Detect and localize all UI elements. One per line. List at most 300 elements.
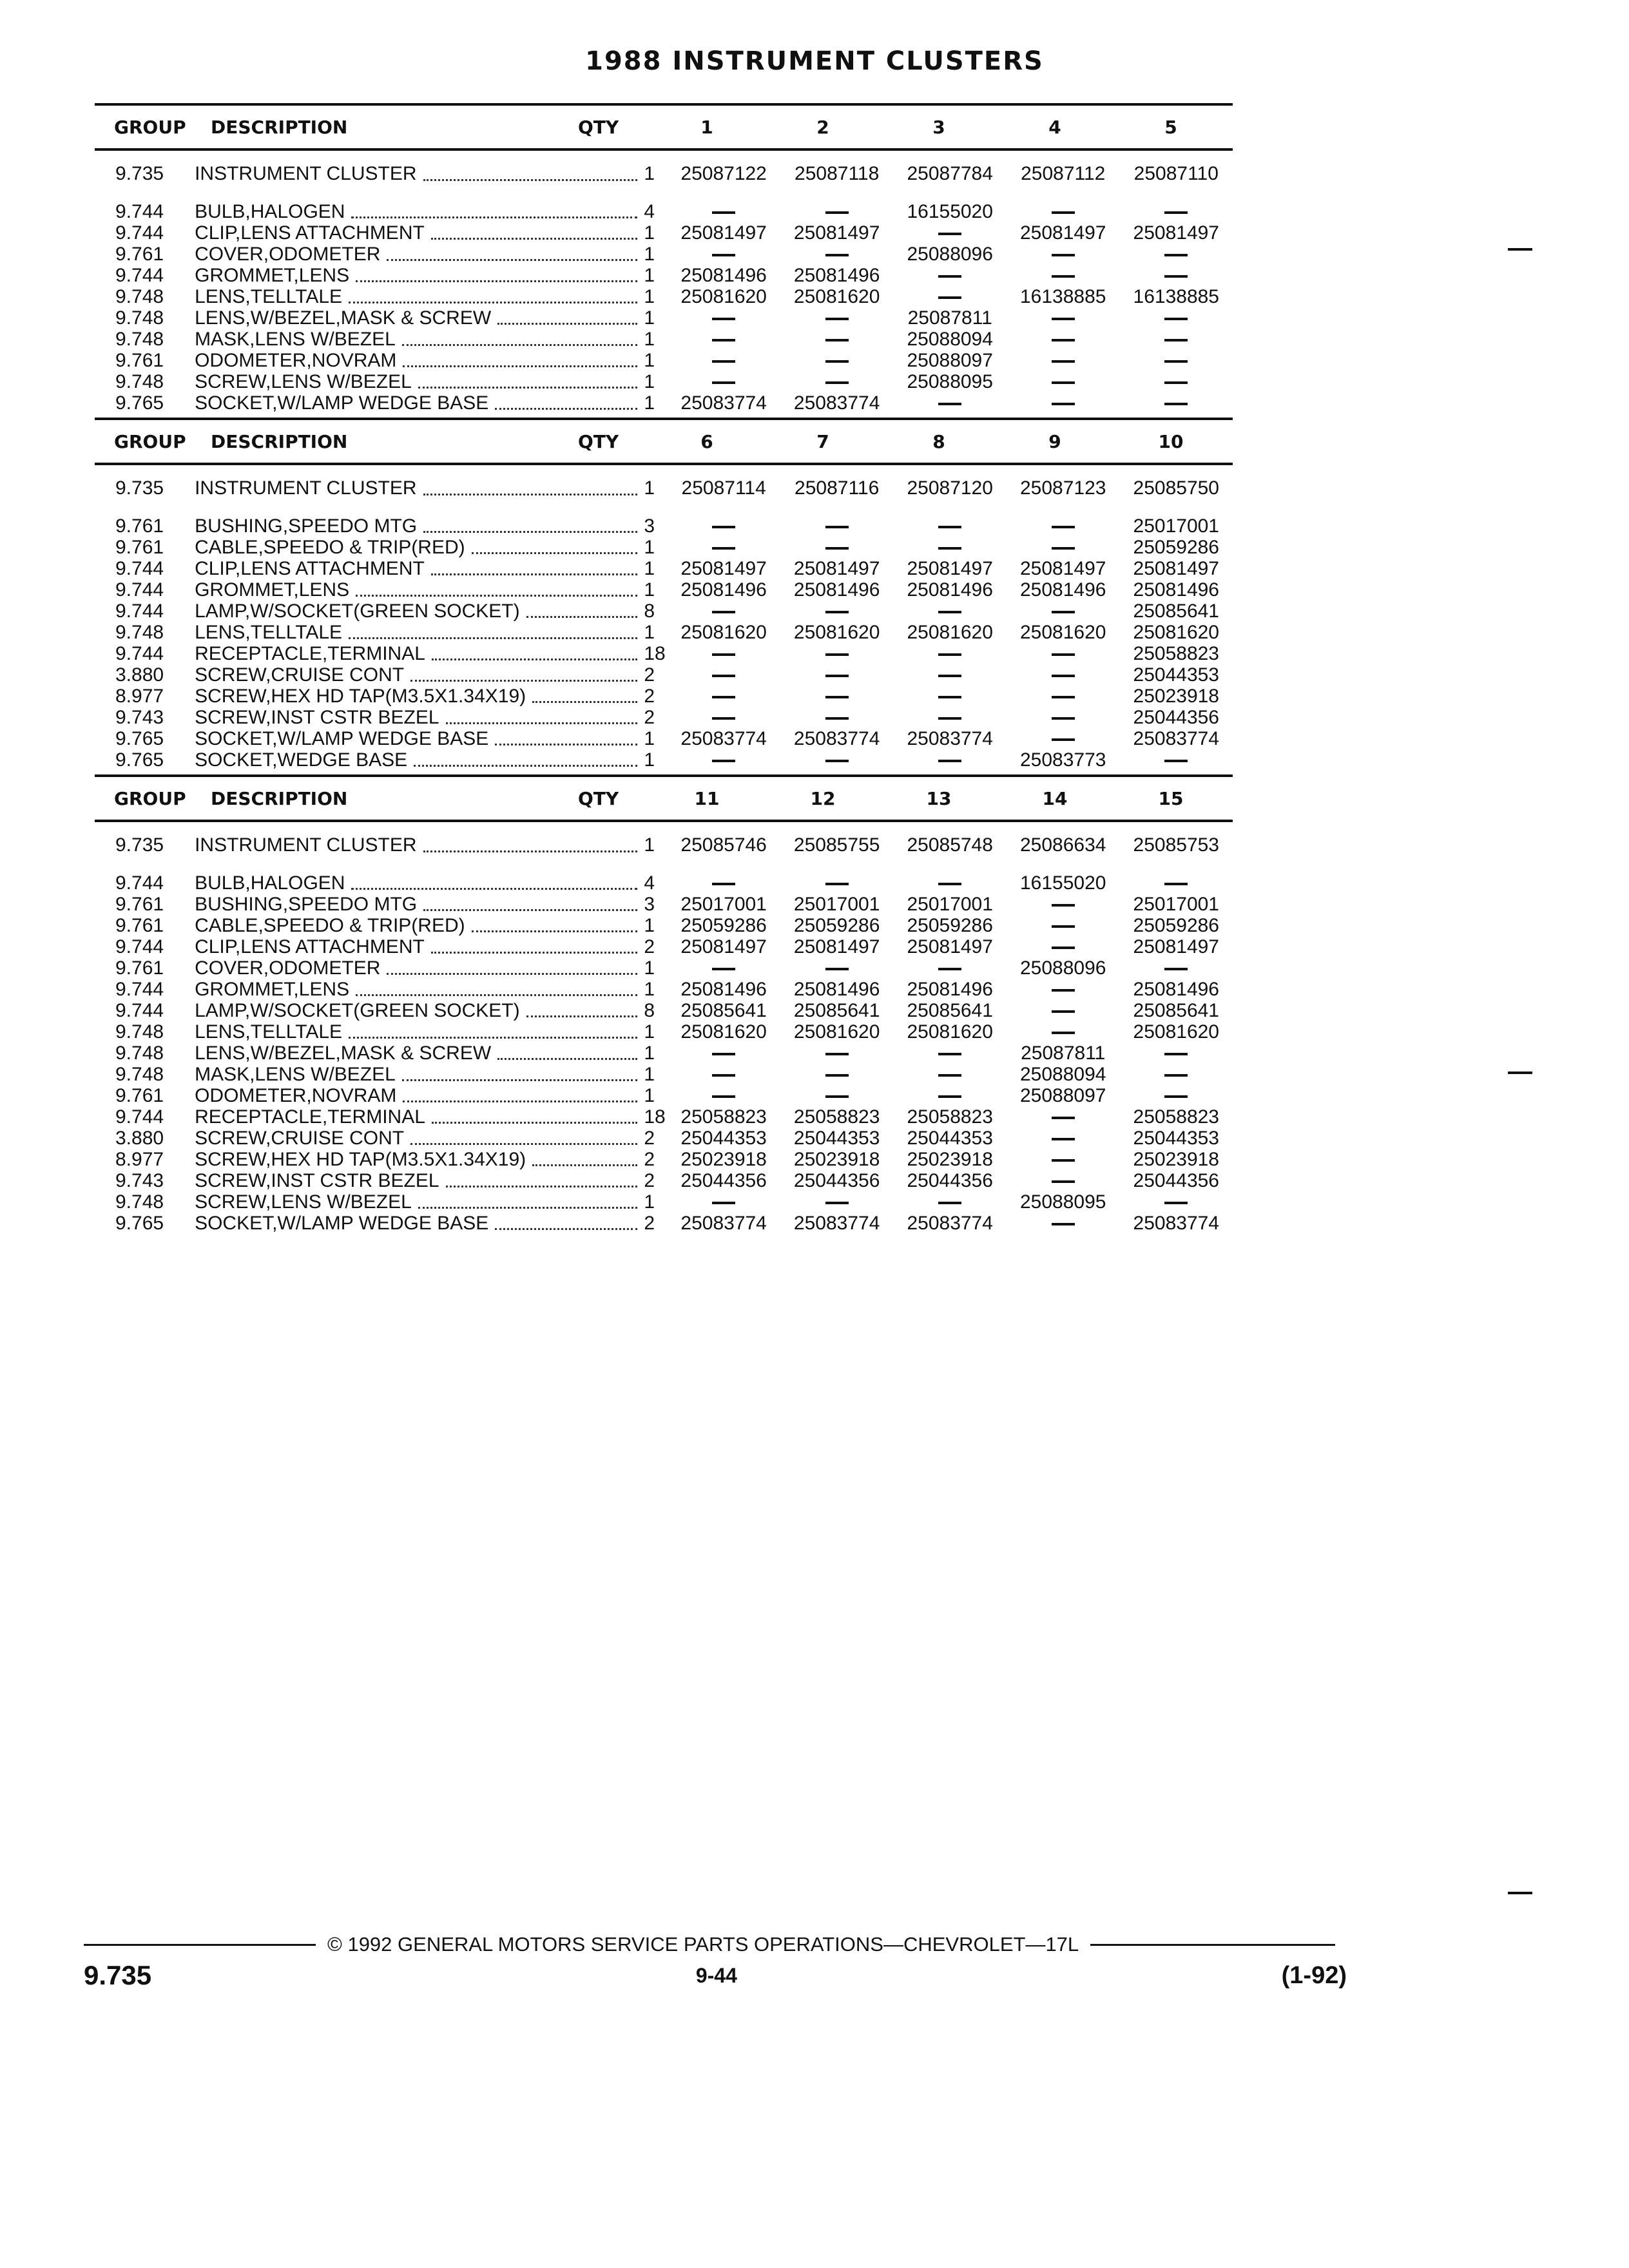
group-code: 9.748 xyxy=(115,1021,164,1043)
dot-leader xyxy=(532,689,637,703)
footer-revision: (1-92) xyxy=(1281,1961,1347,1989)
not-applicable-dash xyxy=(1120,350,1233,372)
group-code: 9.761 xyxy=(115,914,164,936)
header-description: DESCRIPTION xyxy=(211,116,348,138)
part-number: 25044353 xyxy=(907,1127,993,1149)
part-number: 25081497 xyxy=(680,557,767,579)
dash-mark xyxy=(938,526,961,528)
part-qty: 1 xyxy=(644,579,655,601)
dash-mark xyxy=(1164,403,1188,405)
not-applicable-dash xyxy=(893,222,1007,244)
dot-leader xyxy=(410,668,637,682)
part-qty: 1 xyxy=(644,621,655,643)
dot-leader xyxy=(472,919,638,932)
part-number: 25017001 xyxy=(793,893,880,915)
description-cell xyxy=(189,1149,667,1171)
dash-mark xyxy=(1164,1095,1188,1098)
dash-mark xyxy=(938,717,961,720)
not-applicable-dash xyxy=(1007,371,1120,393)
part-number: 16155020 xyxy=(907,200,993,222)
not-applicable-dash xyxy=(1120,872,1233,894)
part-number: 25059286 xyxy=(907,914,993,936)
footer-rule-left xyxy=(84,1944,316,1946)
table-row xyxy=(95,643,1233,664)
dash-mark xyxy=(1052,403,1075,405)
group-code: 9.765 xyxy=(115,749,164,771)
not-applicable-dash xyxy=(667,244,780,265)
part-number: 25088097 xyxy=(1019,1084,1106,1106)
part-number: 25081620 xyxy=(793,621,880,643)
not-applicable-dash xyxy=(893,1043,1007,1064)
table-row xyxy=(95,201,1233,222)
part-description: INSTRUMENT CLUSTER xyxy=(195,163,417,184)
header-column-number: 13 xyxy=(926,787,952,809)
part-number: 25081620 xyxy=(680,285,767,307)
not-applicable-dash xyxy=(667,957,780,979)
dash-mark xyxy=(712,1074,735,1077)
group-code: 9.744 xyxy=(115,222,164,244)
description-cell xyxy=(189,1128,667,1149)
group-code: 9.744 xyxy=(115,936,164,957)
part-qty: 1 xyxy=(644,243,655,265)
part-qty: 2 xyxy=(644,664,655,686)
group-code: 9.761 xyxy=(115,536,164,558)
dash-mark xyxy=(1052,1010,1075,1013)
not-applicable-dash xyxy=(1120,371,1233,393)
group-code: 9.744 xyxy=(115,600,164,622)
table-row xyxy=(95,474,1233,503)
description-cell xyxy=(189,1191,667,1213)
not-applicable-dash xyxy=(893,515,1007,537)
margin-mark xyxy=(1508,248,1532,251)
not-applicable-dash xyxy=(893,1064,1007,1086)
part-qty: 1 xyxy=(644,370,655,392)
part-number: 25087123 xyxy=(1019,477,1106,499)
part-number: 25085753 xyxy=(1133,834,1219,856)
dash-mark xyxy=(1052,526,1075,528)
part-qty: 1 xyxy=(644,163,655,184)
not-applicable-dash xyxy=(780,537,894,559)
description-cell xyxy=(189,163,667,185)
part-number: 25081497 xyxy=(1133,557,1219,579)
dot-leader xyxy=(351,876,637,890)
description-cell xyxy=(189,201,667,223)
table-row xyxy=(95,1000,1233,1021)
part-qty: 1 xyxy=(644,1084,655,1106)
table-row xyxy=(95,286,1233,307)
part-description: SCREW,HEX HD TAP(M3.5X1.34X19) xyxy=(195,1148,526,1170)
dash-mark xyxy=(1052,1138,1075,1140)
dot-leader xyxy=(446,711,638,724)
not-applicable-dash xyxy=(1120,329,1233,351)
part-qty: 1 xyxy=(644,727,655,749)
part-number: 25081620 xyxy=(1019,621,1106,643)
dot-leader xyxy=(418,1195,638,1209)
description-cell xyxy=(189,957,667,979)
dash-mark xyxy=(1164,339,1188,341)
part-number: 25081620 xyxy=(793,285,880,307)
group-code: 9.744 xyxy=(115,557,164,579)
part-number: 25083774 xyxy=(680,727,767,749)
dash-mark xyxy=(712,211,735,214)
part-number: 25083774 xyxy=(793,1212,880,1234)
table-row xyxy=(95,686,1233,707)
not-applicable-dash xyxy=(893,392,1007,414)
dash-mark xyxy=(712,968,735,970)
part-number: 25058823 xyxy=(907,1106,993,1128)
group-code: 9.748 xyxy=(115,285,164,307)
dash-mark xyxy=(1052,381,1075,384)
table-row xyxy=(95,707,1233,728)
part-number: 25087118 xyxy=(795,163,880,184)
dash-mark xyxy=(1164,381,1188,384)
table-row xyxy=(95,329,1233,350)
part-description: GROMMET,LENS xyxy=(195,264,350,286)
dot-leader xyxy=(446,1174,638,1187)
section-body xyxy=(95,151,1233,418)
part-description: CLIP,LENS ATTACHMENT xyxy=(195,936,425,957)
description-cell xyxy=(189,515,667,537)
table-row xyxy=(95,915,1233,936)
part-number: 25088095 xyxy=(907,370,993,392)
dot-leader xyxy=(423,482,638,495)
part-number: 25087116 xyxy=(795,477,880,499)
dash-mark xyxy=(1052,925,1075,928)
page-title: 1988 INSTRUMENT CLUSTERS xyxy=(585,46,1044,76)
part-number: 25081497 xyxy=(907,936,993,957)
dash-mark xyxy=(825,968,849,970)
part-number: 25081620 xyxy=(680,1021,767,1043)
not-applicable-dash xyxy=(780,707,894,729)
table-row xyxy=(95,350,1233,371)
part-qty: 1 xyxy=(644,1021,655,1043)
part-number: 25088096 xyxy=(1019,957,1106,979)
group-code: 9.761 xyxy=(115,957,164,979)
dot-leader xyxy=(387,961,637,975)
not-applicable-dash xyxy=(893,664,1007,686)
not-applicable-dash xyxy=(1120,307,1233,329)
table-row xyxy=(95,957,1233,979)
not-applicable-dash xyxy=(780,371,894,393)
dash-mark xyxy=(1052,1159,1075,1162)
not-applicable-dash xyxy=(1007,1021,1120,1043)
part-qty: 2 xyxy=(644,936,655,957)
description-cell xyxy=(189,244,667,265)
not-applicable-dash xyxy=(1120,244,1233,265)
dash-mark xyxy=(712,360,735,363)
description-cell xyxy=(189,1213,667,1235)
not-applicable-dash xyxy=(667,201,780,223)
dash-mark xyxy=(1164,883,1188,885)
not-applicable-dash xyxy=(780,329,894,351)
not-applicable-dash xyxy=(1120,1043,1233,1064)
group-code: 9.748 xyxy=(115,1042,164,1064)
group-code: 9.765 xyxy=(115,1212,164,1234)
not-applicable-dash xyxy=(893,265,1007,287)
description-cell xyxy=(189,392,667,414)
description-cell xyxy=(189,915,667,937)
group-code: 9.748 xyxy=(115,370,164,392)
dot-leader xyxy=(403,1089,637,1102)
part-qty: 2 xyxy=(644,685,655,707)
table-row xyxy=(95,749,1233,771)
description-cell xyxy=(189,1085,667,1107)
description-cell xyxy=(189,686,667,707)
part-qty: 4 xyxy=(644,200,655,222)
not-applicable-dash xyxy=(780,749,894,771)
group-code: 8.977 xyxy=(115,685,164,707)
part-description: BULB,HALOGEN xyxy=(195,200,345,222)
part-number: 25058823 xyxy=(1133,1106,1219,1128)
dash-mark xyxy=(1052,653,1075,656)
not-applicable-dash xyxy=(667,664,780,686)
table-row xyxy=(95,1213,1233,1234)
not-applicable-dash xyxy=(1120,265,1233,287)
header-column-number: 12 xyxy=(810,787,836,809)
part-qty: 8 xyxy=(644,600,655,622)
description-cell xyxy=(189,1106,667,1128)
part-qty: 2 xyxy=(644,1148,655,1170)
part-qty: 2 xyxy=(644,1212,655,1234)
dash-mark xyxy=(938,760,961,762)
dot-leader xyxy=(431,226,638,240)
not-applicable-dash xyxy=(893,286,1007,308)
not-applicable-dash xyxy=(1007,1170,1120,1192)
part-number: 25085746 xyxy=(680,834,767,856)
not-applicable-dash xyxy=(780,201,894,223)
part-description: LENS,TELLTALE xyxy=(195,621,343,643)
dot-leader xyxy=(356,983,637,996)
dot-leader xyxy=(410,1131,637,1145)
header-column-number: 14 xyxy=(1042,787,1068,809)
dash-mark xyxy=(712,318,735,320)
not-applicable-dash xyxy=(780,515,894,537)
part-description: SOCKET,WEDGE BASE xyxy=(195,749,408,771)
not-applicable-dash xyxy=(667,350,780,372)
dot-leader xyxy=(402,332,638,346)
not-applicable-dash xyxy=(667,872,780,894)
part-number: 25081497 xyxy=(1133,936,1219,957)
dash-mark xyxy=(712,717,735,720)
description-cell xyxy=(189,537,667,559)
part-number: 25081497 xyxy=(793,222,880,244)
not-applicable-dash xyxy=(1007,643,1120,665)
not-applicable-dash xyxy=(780,244,894,265)
not-applicable-dash xyxy=(667,537,780,559)
group-code: 9.761 xyxy=(115,893,164,915)
part-description: GROMMET,LENS xyxy=(195,978,350,1000)
part-number: 25083774 xyxy=(793,727,880,749)
dash-mark xyxy=(712,883,735,885)
table-row xyxy=(95,222,1233,244)
dash-mark xyxy=(825,526,849,528)
not-applicable-dash xyxy=(1120,749,1233,771)
part-number: 25087784 xyxy=(907,163,993,184)
not-applicable-dash xyxy=(893,1085,1007,1107)
part-number: 25081620 xyxy=(907,621,993,643)
dash-mark xyxy=(825,360,849,363)
dash-mark xyxy=(1052,675,1075,677)
dash-mark xyxy=(1164,1074,1188,1077)
not-applicable-dash xyxy=(780,1064,894,1086)
part-number: 25081497 xyxy=(793,557,880,579)
part-number: 25088097 xyxy=(907,349,993,371)
not-applicable-dash xyxy=(893,643,1007,665)
group-code: 9.761 xyxy=(115,349,164,371)
header-column-number: 8 xyxy=(932,430,945,452)
dash-mark xyxy=(825,1095,849,1098)
not-applicable-dash xyxy=(780,686,894,707)
dot-leader xyxy=(495,396,637,410)
copyright-text: © 1992 GENERAL MOTORS SERVICE PARTS OPERATIONS—CHEVROLET—17L xyxy=(327,1933,1079,1956)
part-number: 25044356 xyxy=(1133,706,1219,728)
dash-mark xyxy=(1052,275,1075,278)
part-number: 25081496 xyxy=(793,264,880,286)
not-applicable-dash xyxy=(780,664,894,686)
part-description: SCREW,HEX HD TAP(M3.5X1.34X19) xyxy=(195,685,526,707)
not-applicable-dash xyxy=(1007,936,1120,958)
not-applicable-dash xyxy=(1120,957,1233,979)
header-qty: QTY xyxy=(578,430,619,452)
table-row xyxy=(95,1021,1233,1043)
group-code: 9.744 xyxy=(115,978,164,1000)
part-number: 25087112 xyxy=(1021,163,1106,184)
part-qty: 1 xyxy=(644,264,655,286)
part-description: SOCKET,W/LAMP WEDGE BASE xyxy=(195,727,489,749)
part-qty: 1 xyxy=(644,1191,655,1213)
part-number: 25023918 xyxy=(680,1148,767,1170)
table-row xyxy=(95,579,1233,601)
dot-leader xyxy=(414,753,637,767)
not-applicable-dash xyxy=(1120,1064,1233,1086)
dot-leader xyxy=(432,647,637,660)
part-number: 25058823 xyxy=(793,1106,880,1128)
group-code: 9.744 xyxy=(115,872,164,894)
not-applicable-dash xyxy=(1007,1213,1120,1235)
part-qty: 2 xyxy=(644,1169,655,1191)
not-applicable-dash xyxy=(780,643,894,665)
part-number: 25023918 xyxy=(1133,1148,1219,1170)
header-column-number: 10 xyxy=(1158,430,1184,452)
part-number: 25081496 xyxy=(680,579,767,601)
part-number: 25081620 xyxy=(1133,621,1219,643)
group-code: 3.880 xyxy=(115,1127,164,1149)
description-cell xyxy=(189,1064,667,1086)
description-cell xyxy=(189,707,667,729)
dash-mark xyxy=(938,968,961,970)
table-row xyxy=(95,1128,1233,1149)
header-column-number: 2 xyxy=(816,116,829,138)
dot-leader xyxy=(497,1046,637,1060)
header-description: DESCRIPTION xyxy=(211,430,348,452)
description-cell xyxy=(189,579,667,601)
description-cell xyxy=(189,834,667,856)
table-row xyxy=(95,622,1233,643)
part-number: 25081497 xyxy=(793,936,880,957)
part-qty: 4 xyxy=(644,872,655,894)
dash-mark xyxy=(938,233,961,235)
part-number: 25044353 xyxy=(793,1127,880,1149)
dash-mark xyxy=(1164,968,1188,970)
part-number: 25081496 xyxy=(1133,978,1219,1000)
part-description: BUSHING,SPEEDO MTG xyxy=(195,515,418,537)
dot-leader xyxy=(403,354,637,367)
part-description: COVER,ODOMETER xyxy=(195,243,381,265)
not-applicable-dash xyxy=(893,749,1007,771)
part-number: 25044353 xyxy=(1133,664,1219,686)
part-number: 25088094 xyxy=(1019,1063,1106,1085)
part-number: 25081496 xyxy=(793,579,880,601)
dash-mark xyxy=(825,1202,849,1204)
group-code: 9.748 xyxy=(115,307,164,329)
dot-leader xyxy=(423,898,637,911)
margin-mark xyxy=(1508,1072,1532,1074)
not-applicable-dash xyxy=(1120,392,1233,414)
dash-mark xyxy=(1052,738,1075,741)
not-applicable-dash xyxy=(1120,201,1233,223)
description-cell xyxy=(189,728,667,750)
part-number: 25083774 xyxy=(1133,1212,1219,1234)
group-code: 9.744 xyxy=(115,200,164,222)
description-cell xyxy=(189,307,667,329)
part-number: 25017001 xyxy=(1133,515,1219,537)
description-cell xyxy=(189,643,667,665)
table-row xyxy=(95,1191,1233,1213)
part-qty: 1 xyxy=(644,914,655,936)
dash-mark xyxy=(825,1053,849,1055)
dot-leader xyxy=(495,1216,637,1230)
part-description: SCREW,LENS W/BEZEL xyxy=(195,370,412,392)
dot-leader xyxy=(472,541,638,554)
dash-mark xyxy=(1164,1202,1188,1204)
header-group: GROUP xyxy=(114,430,186,452)
not-applicable-dash xyxy=(893,707,1007,729)
part-number: 25083773 xyxy=(1019,749,1106,771)
part-description: MASK,LENS W/BEZEL xyxy=(195,1063,396,1085)
dash-mark xyxy=(1052,1180,1075,1183)
dash-mark xyxy=(712,526,735,528)
description-cell xyxy=(189,477,667,499)
dot-leader xyxy=(532,1153,637,1166)
part-number: 25081620 xyxy=(793,1021,880,1043)
dash-mark xyxy=(1164,1053,1188,1055)
description-cell xyxy=(189,872,667,894)
part-description: COVER,ODOMETER xyxy=(195,957,381,979)
dash-mark xyxy=(712,1095,735,1098)
part-description: SCREW,CRUISE CONT xyxy=(195,1127,405,1149)
dash-mark xyxy=(712,1053,735,1055)
part-description: INSTRUMENT CLUSTER xyxy=(195,834,417,856)
part-qty: 1 xyxy=(644,349,655,371)
part-number: 25017001 xyxy=(1133,893,1219,915)
part-qty: 1 xyxy=(644,749,655,771)
not-applicable-dash xyxy=(893,872,1007,894)
dash-mark xyxy=(938,547,961,550)
dash-mark xyxy=(712,760,735,762)
dash-mark xyxy=(1052,947,1075,949)
part-number: 25088094 xyxy=(907,328,993,350)
dash-mark xyxy=(1052,547,1075,550)
part-number: 25083774 xyxy=(1133,727,1219,749)
dash-mark xyxy=(1052,211,1075,214)
dash-mark xyxy=(1052,904,1075,907)
table-row xyxy=(95,1106,1233,1128)
part-number: 25059286 xyxy=(680,914,767,936)
part-number: 25081497 xyxy=(1019,557,1106,579)
parts-table xyxy=(95,103,1233,1238)
table-row xyxy=(95,307,1233,329)
part-number: 25085641 xyxy=(793,999,880,1021)
